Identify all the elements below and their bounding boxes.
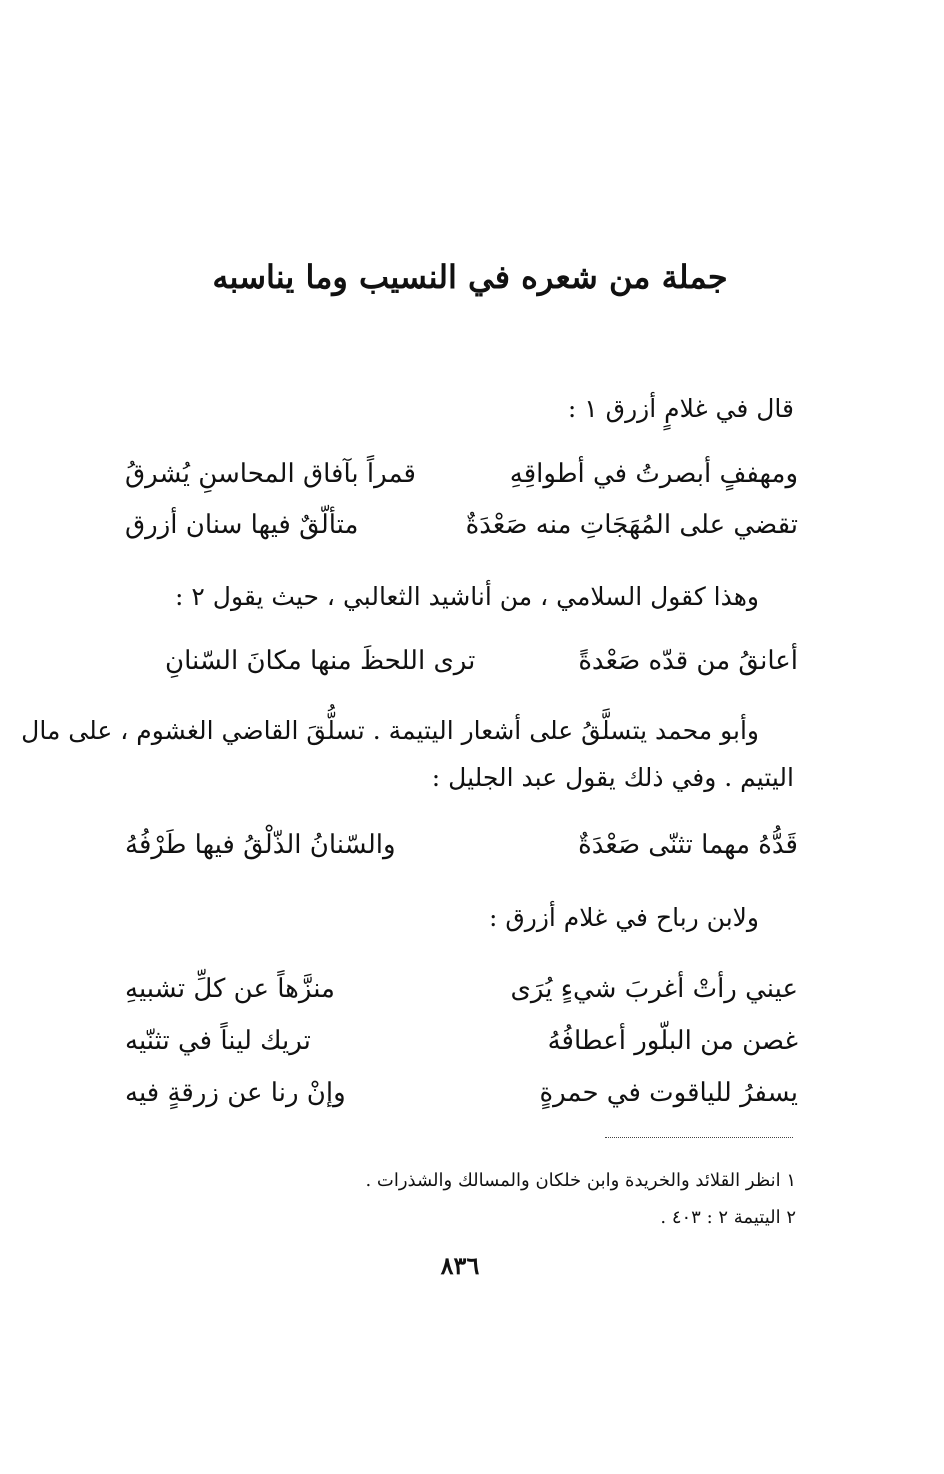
poem4-verse-3 [125, 1074, 798, 1112]
intro-line-3: ولابن رباح في غلام أزرق : [488, 903, 759, 932]
poem4-verse-1 [125, 970, 798, 1008]
hemistich-second: متألّقٌ فيها سنان أزرق [125, 510, 359, 540]
poem2-verse-1 [165, 642, 798, 680]
poem1-verse-2 [125, 506, 798, 544]
hemistich-first: تقضي على المُهَجَاتِ منه صَعْدَةٌ [465, 510, 798, 540]
footnote-1: ١ انظر القلائد والخريدة وابن خلكان والمسالك والشذرات . [365, 1170, 796, 1191]
hemistich-first: ومهففٍ أبصرتُ في أطواقِهِ [509, 459, 798, 489]
hemistich-first: قَدُّهُ مهما تثنّى صَعْدَةٌ [578, 830, 798, 860]
hemistich-second: ترى اللحظَ منها مكانَ السّنانِ [165, 646, 476, 676]
page-number: ٨٣٦ [440, 1251, 480, 1280]
footnote-separator [605, 1137, 793, 1138]
poem3-verse-1 [125, 826, 798, 864]
poem4-verse-2 [125, 1022, 798, 1060]
hemistich-second: والسّنانُ الذّلْقُ فيها طَرْفُهُ [125, 830, 396, 860]
hemistich-first: غصن من البلّور أعطافُهُ [547, 1026, 798, 1056]
intro-line-1: قال في غلامٍ أزرق ١ : [567, 394, 794, 423]
hemistich-second: قمراً بآفاق المحاسنِ يُشرقُ [125, 459, 416, 489]
poem1-verse-1 [125, 455, 798, 493]
paragraph-line-2: اليتيم . وفي ذلك يقول عبد الجليل : [431, 763, 794, 792]
hemistich-second: تريك ليناً في تثنّيه [125, 1026, 311, 1056]
hemistich-first: أعانقُ من قدّه صَعْدةً [578, 646, 798, 676]
hemistich-second: وإنْ رنا عن زرقةٍ فيه [125, 1078, 346, 1108]
hemistich-first: عيني رأتْ أغربَ شيءٍ يُرَى [510, 974, 798, 1004]
hemistich-second: منزَّهاً عن كلِّ تشبيهِ [125, 974, 335, 1004]
paragraph-line-1: وأبو محمد يتسلَّقُ على أشعار اليتيمة . تسلُّقَ القاضي الغشوم ، على مال [21, 716, 759, 745]
section-title: جملة من شعره في النسيب وما يناسبه [212, 258, 728, 296]
intro-line-2: وهذا كقول السلامي ، من أناشيد الثعالبي ، حيث يقول ٢ : [175, 582, 759, 611]
hemistich-first: يسفرُ للياقوت في حمرةٍ [539, 1078, 798, 1108]
footnote-2: ٢ اليتيمة ٢ : ٤٠٣ . [660, 1207, 796, 1228]
